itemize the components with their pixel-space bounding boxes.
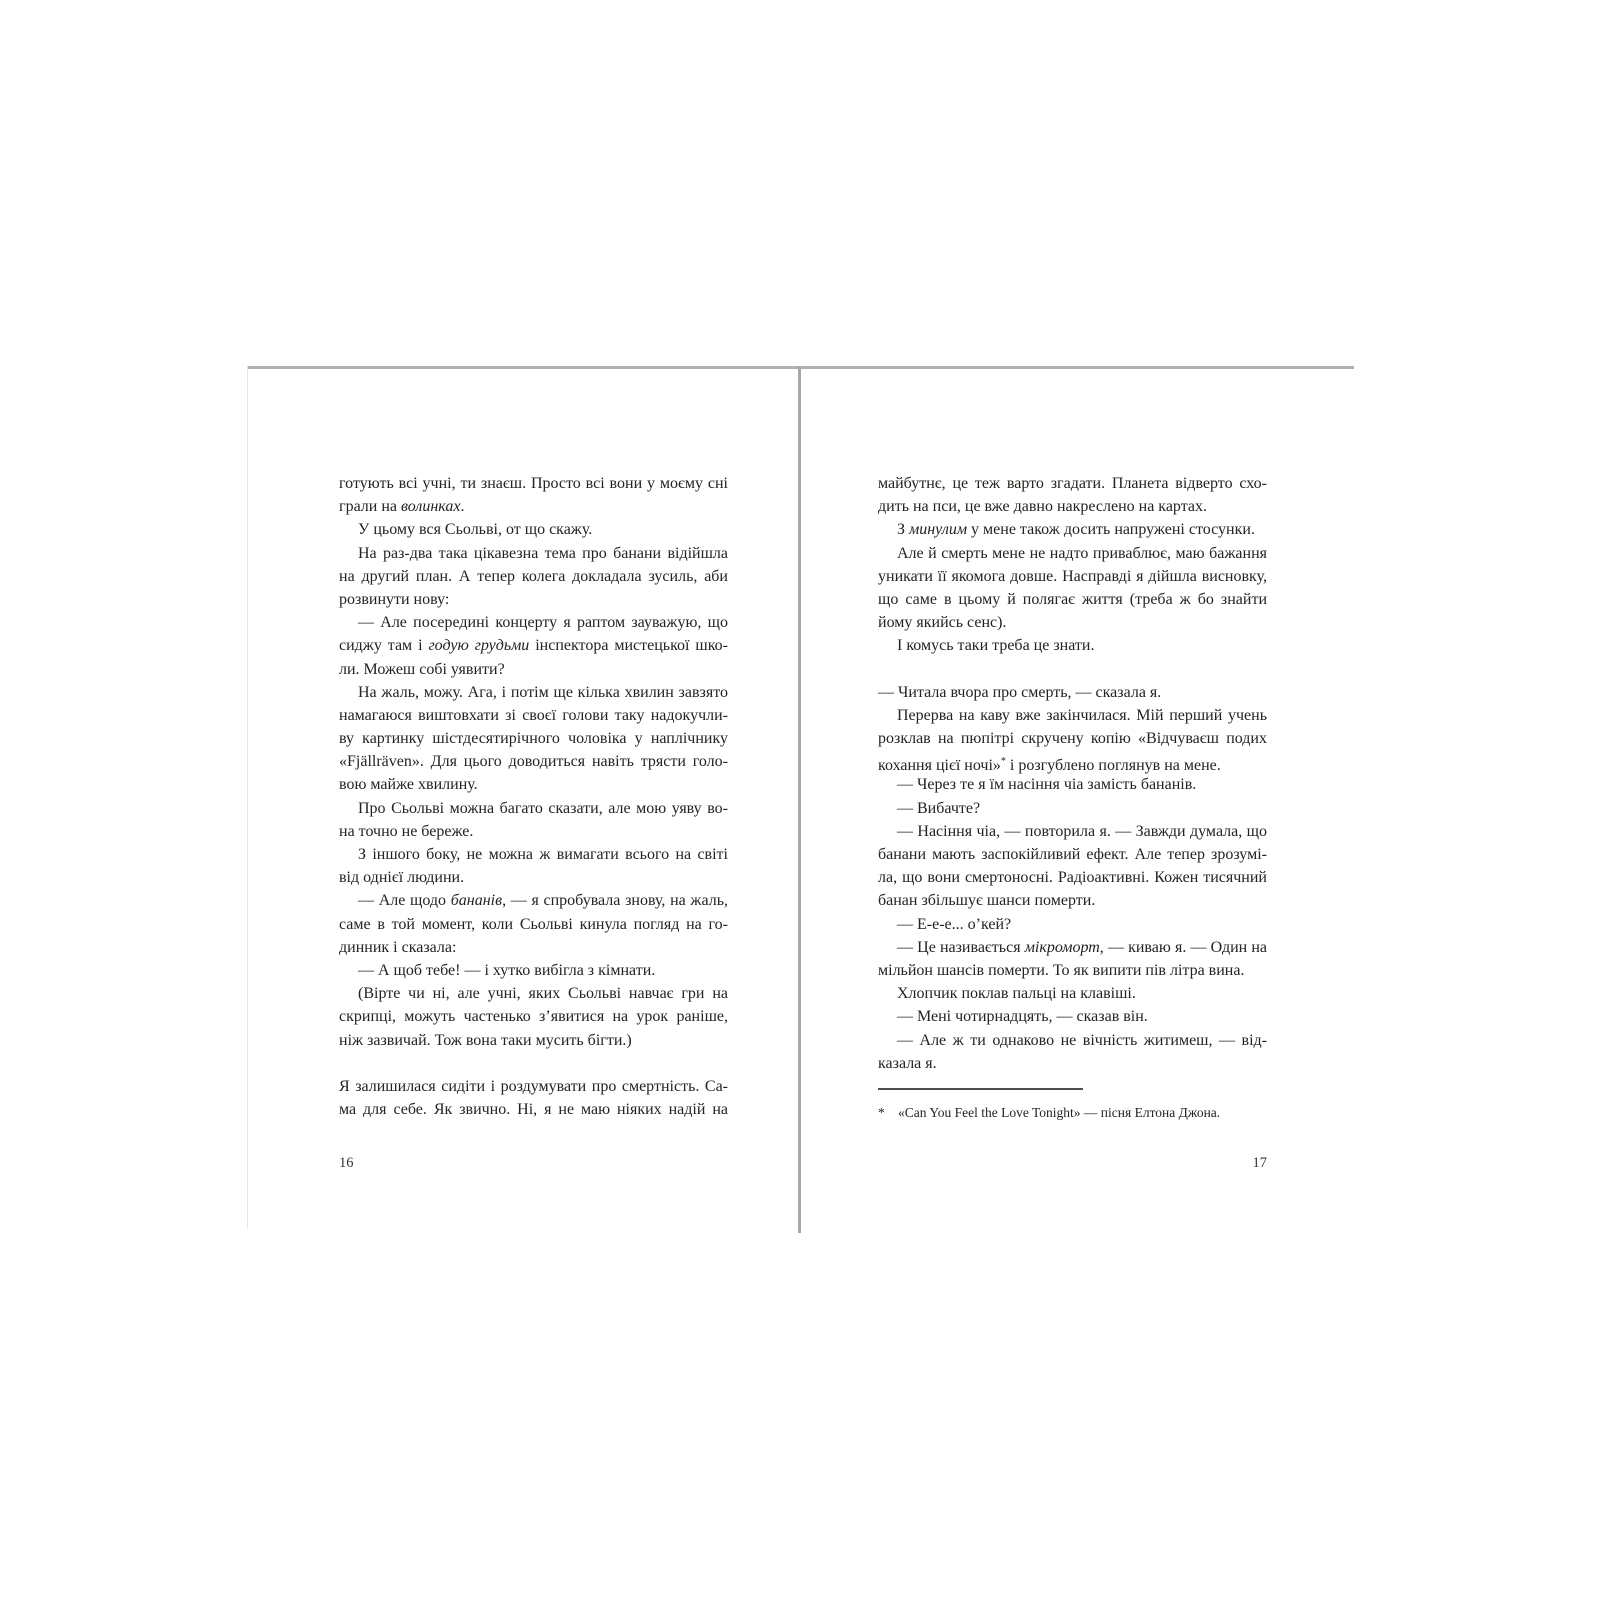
- text-line: ву картинку шістдесятирічного чоловіка у наплічнику: [339, 730, 728, 748]
- text-line: сиджу там і годую грудьми інспектора мистецької шко-: [339, 637, 729, 655]
- text-line: грали на волинках.: [339, 498, 465, 516]
- text-line: На раз-два така цікавезна тема про банани відійшла: [358, 544, 729, 562]
- blank-line: [339, 1052, 728, 1075]
- footnote-rule: [878, 1088, 1083, 1090]
- text-line: на другий план. А тепер колега докладала зусиль, аби: [339, 567, 728, 585]
- text-line: на точно не береже.: [339, 822, 474, 840]
- blank-line: [878, 658, 1267, 681]
- emphasis-text: волинках: [401, 498, 461, 516]
- text-line: готують всі учні, ти знаєш. Просто всі вони у моєму сні: [339, 475, 728, 492]
- footnote-marker: *: [878, 1105, 885, 1120]
- text-line: казала я.: [878, 1054, 937, 1072]
- footnote: [878, 1088, 1267, 1122]
- emphasis-text: мікроморт: [1024, 938, 1100, 956]
- emphasis-text: бананів: [450, 892, 503, 910]
- text-line: — Е-е-е... о’кей?: [897, 915, 1012, 933]
- page-left-text: [339, 472, 728, 1121]
- text-line: ма для себе. Як звично. Ні, я не маю ніяких надій на: [339, 1101, 729, 1119]
- text-line: — Насіння чіа, — повторила я. — Завжди думала, що: [897, 822, 1267, 840]
- text-line: — Мені чотирнадцять, — сказав він.: [897, 1008, 1148, 1026]
- text-line: — Але посередині концерту я раптом зауважую, що: [358, 614, 728, 632]
- text-line: У цьому вся Сьольві, от що скажу.: [358, 521, 593, 539]
- text-line: — Але ж ти однаково не вічність житимеш, — від-: [897, 1031, 1268, 1049]
- text-line: З іншого боку, не можна ж вимагати всього на світі: [358, 846, 728, 863]
- page-number-left: 16: [339, 1155, 354, 1171]
- text-line: динник і сказала:: [339, 938, 457, 956]
- text-line: — Читала вчора про смерть, — сказала я.: [878, 683, 1162, 701]
- text-line: Але й смерть мене не надто приваблює, маю бажання: [897, 544, 1267, 562]
- text-line: — Вибачте?: [897, 799, 981, 817]
- text-line: ли. Можеш собі уявити?: [339, 660, 505, 678]
- text-line: дить на пси, це вже давно накреслено на картах.: [878, 498, 1208, 516]
- spine-divider: [798, 366, 801, 1233]
- page-number-right: 17: [1252, 1155, 1267, 1171]
- text-line: — Це називається мікроморт, — киваю я. — Один на: [897, 938, 1268, 956]
- text-line: — А щоб тебе! — і хутко вибігла з кімнати.: [358, 961, 656, 979]
- text-line: ніж зазвичай. Тож вона таки мусить бігти.): [339, 1031, 632, 1049]
- text-line: З минулим у мене також досить напружені стосунки.: [897, 521, 1255, 539]
- text-line: розвинути нову:: [339, 590, 450, 608]
- text-line: — Але щодо бананів, — я спробувала знову, на жаль,: [358, 892, 729, 910]
- text-line: Перерва на каву вже закінчилася. Мій перший учень: [897, 706, 1267, 724]
- text-line: від однієї людини.: [339, 869, 465, 887]
- left-page-edge: [247, 366, 248, 1229]
- text-line: намагаюся виштовхати зі своєї голови таку надокучли-: [339, 706, 729, 724]
- emphasis-text: минулим: [909, 521, 968, 539]
- footnote-ref-asterisk: *: [1000, 756, 1006, 768]
- text-line: банан збільшує шанси померти.: [878, 892, 1096, 910]
- text-line: Я залишилася сидіти і роздумувати про смертність. Са-: [339, 1077, 728, 1095]
- text-line: На жаль, можу. Ага, і потім ще кілька хвилин завзято: [358, 683, 728, 701]
- text-line: ла, що вони смертоносні. Радіоактивні. Кожен тисячний: [878, 869, 1267, 887]
- text-line: Про Сьольві можна багато сказати, але мою уяву во-: [358, 799, 728, 817]
- emphasis-text: годую грудьми: [428, 637, 530, 655]
- text-line: вою майже хвилину.: [339, 776, 478, 794]
- text-line: І комусь таки треба це знати.: [897, 637, 1095, 655]
- text-line: банани мають заспокійливий ефект. Але тепер зрозумі-: [878, 846, 1267, 863]
- page-right-text: [878, 472, 1267, 1075]
- text-line: уникати її якомога довше. Насправді я дійшла висновку,: [878, 567, 1267, 585]
- text-line: «Fjällräven». Для цього доводиться навіть трясти голо-: [339, 753, 728, 771]
- text-line: що саме в цьому й полягає життя (треба ж бо знайти: [878, 590, 1268, 608]
- text-line: (Вірте чи ні, але учні, яких Сьольві навчає гри на: [358, 985, 728, 1003]
- text-line: саме в той момент, коли Сьольві кинула погляд на го-: [339, 915, 728, 933]
- text-line: майбутнє, це теж варто згадати. Планета відверто схо-: [878, 475, 1267, 492]
- text-line: кохання цієї ночі»* і розгублено поглянув на мене.: [878, 756, 1221, 775]
- text-line: мільйон шансів померти. То як випити пів літра вина.: [878, 961, 1245, 979]
- text-line: йому якийсь сенс).: [878, 614, 1007, 632]
- footnote-text: «Can You Feel the Love Tonight» — пісня Елтона Джона.: [898, 1105, 1221, 1120]
- text-line: скрипці, можуть частенько з’явитися на урок раніше,: [339, 1008, 728, 1026]
- text-line: — Через те я їм насіння чіа замість бананів.: [897, 776, 1197, 794]
- text-line: розклав на пюпітрі скручену копію «Відчуваєш подих: [878, 730, 1267, 748]
- text-line: Хлопчик поклав пальці на клавіші.: [897, 985, 1136, 1003]
